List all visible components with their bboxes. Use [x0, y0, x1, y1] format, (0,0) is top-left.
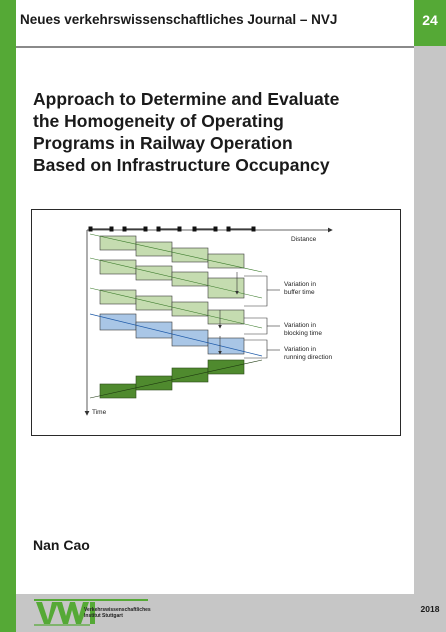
cover-figure [31, 209, 401, 436]
running-line-dark [90, 360, 262, 398]
annotation-blocking-line2: blocking time [284, 330, 322, 337]
book-title-line: Based on Infrastructure Occupancy [33, 155, 330, 175]
blocking-time-diagram [32, 210, 400, 435]
publisher-name-line: Verkehrswissenschaftliches [84, 607, 151, 613]
right-grey-column [414, 0, 446, 632]
annotation-buffer-line2: buffer time [284, 289, 315, 296]
annotation-buffer-line1: Variation in [284, 281, 317, 288]
header-divider [16, 46, 414, 48]
distance-label: Distance [291, 236, 317, 243]
left-accent-strip [0, 0, 16, 632]
volume-number: 24 [422, 12, 438, 28]
book-title-line: the Homogeneity of Operating [33, 111, 284, 131]
annotation-direction-line1: Variation in [284, 346, 317, 353]
annotation-direction-line2: running direction [284, 354, 333, 361]
annotation-blocking-line1: Variation in [284, 322, 317, 329]
book-title-line: Programs in Railway Operation [33, 133, 293, 153]
journal-title: Neues verkehrswissenschaftliches Journal – NVJ [20, 12, 338, 27]
author-name: Nan Cao [33, 537, 90, 553]
publication-year: 2018 [420, 604, 440, 614]
time-label: Time [92, 409, 107, 416]
book-title [33, 88, 408, 176]
book-title-line: Approach to Determine and Evaluate [33, 89, 340, 109]
publisher-name-line: Institut Stuttgart [84, 613, 123, 619]
train-path-dark [100, 360, 244, 398]
publisher-name [84, 607, 151, 619]
